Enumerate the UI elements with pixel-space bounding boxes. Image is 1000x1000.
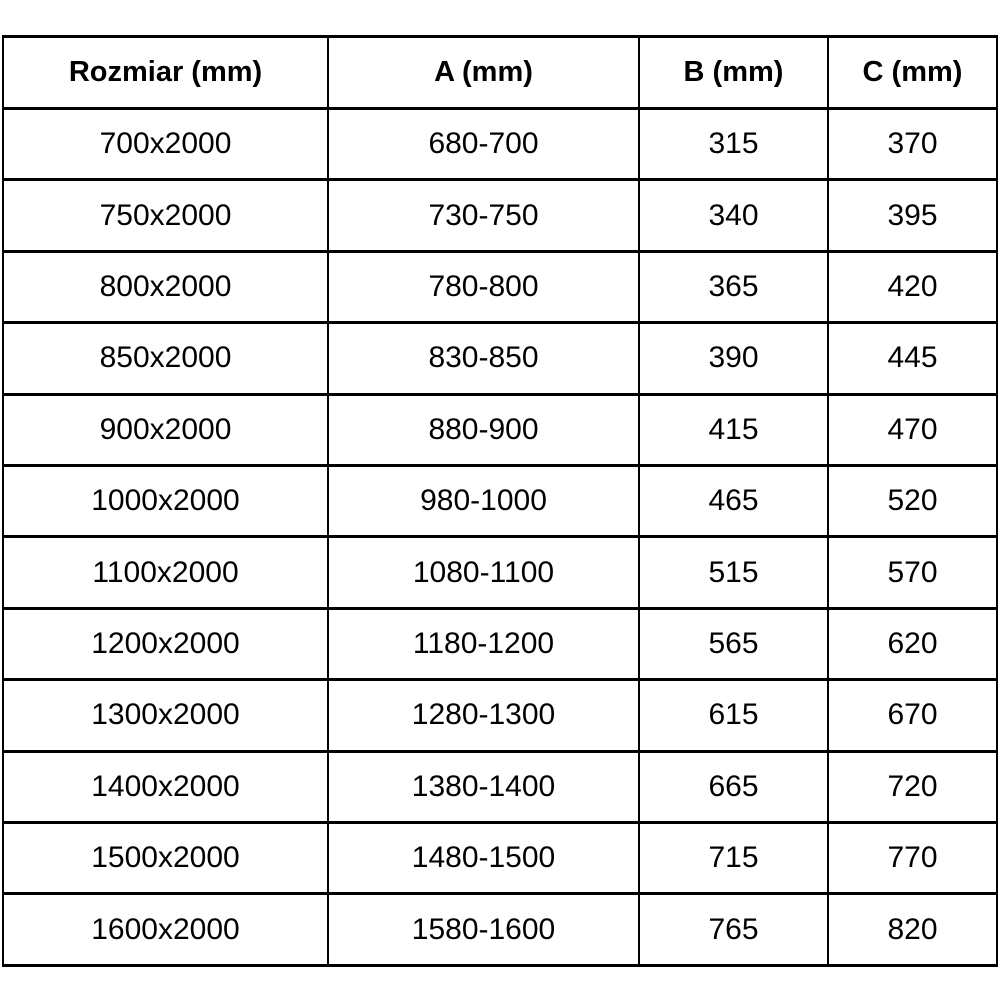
table-cell: 1180-1200 (328, 608, 639, 679)
table-row (3, 608, 997, 679)
table-cell: 780-800 (328, 251, 639, 322)
table-cell: 395 (828, 180, 997, 251)
table-row (3, 394, 997, 465)
table-cell: 465 (639, 466, 828, 537)
table-cell: 340 (639, 180, 828, 251)
header-row (3, 37, 997, 109)
table-cell: 880-900 (328, 394, 639, 465)
table-cell: 750x2000 (3, 180, 328, 251)
table-row (3, 537, 997, 608)
table-cell: 1200x2000 (3, 608, 328, 679)
table-cell: 520 (828, 466, 997, 537)
table-cell: 1600x2000 (3, 894, 328, 966)
table-cell: 1280-1300 (328, 680, 639, 751)
column-header-a: A (mm) (328, 37, 639, 109)
table-row (3, 180, 997, 251)
table-row (3, 109, 997, 180)
table-cell: 470 (828, 394, 997, 465)
table-cell: 615 (639, 680, 828, 751)
table-cell: 370 (828, 109, 997, 180)
table-cell: 680-700 (328, 109, 639, 180)
table-cell: 390 (639, 323, 828, 394)
table-cell: 830-850 (328, 323, 639, 394)
table-cell: 1300x2000 (3, 680, 328, 751)
table-row (3, 894, 997, 966)
table-cell: 1380-1400 (328, 751, 639, 822)
table-row (3, 466, 997, 537)
table-row (3, 323, 997, 394)
column-header-rozmiar: Rozmiar (mm) (3, 37, 328, 109)
table-cell: 445 (828, 323, 997, 394)
size-table-container (2, 35, 996, 967)
table-cell: 730-750 (328, 180, 639, 251)
table-cell: 765 (639, 894, 828, 966)
table-cell: 800x2000 (3, 251, 328, 322)
table-cell: 1400x2000 (3, 751, 328, 822)
table-cell: 570 (828, 537, 997, 608)
table-row (3, 751, 997, 822)
table-cell: 720 (828, 751, 997, 822)
column-header-c: C (mm) (828, 37, 997, 109)
table-cell: 1000x2000 (3, 466, 328, 537)
table-cell: 670 (828, 680, 997, 751)
table-cell: 1480-1500 (328, 823, 639, 894)
table-cell: 565 (639, 608, 828, 679)
table-cell: 620 (828, 608, 997, 679)
table-cell: 665 (639, 751, 828, 822)
table-cell: 980-1000 (328, 466, 639, 537)
size-table (2, 35, 998, 967)
table-cell: 1580-1600 (328, 894, 639, 966)
table-cell: 820 (828, 894, 997, 966)
table-cell: 900x2000 (3, 394, 328, 465)
table-cell: 365 (639, 251, 828, 322)
table-row (3, 251, 997, 322)
table-header (3, 37, 997, 109)
table-cell: 415 (639, 394, 828, 465)
table-cell: 420 (828, 251, 997, 322)
table-cell: 700x2000 (3, 109, 328, 180)
table-cell: 850x2000 (3, 323, 328, 394)
table-cell: 715 (639, 823, 828, 894)
table-row (3, 823, 997, 894)
table-cell: 1500x2000 (3, 823, 328, 894)
table-body (3, 109, 997, 966)
table-cell: 515 (639, 537, 828, 608)
table-cell: 1080-1100 (328, 537, 639, 608)
table-row (3, 680, 997, 751)
column-header-b: B (mm) (639, 37, 828, 109)
table-cell: 1100x2000 (3, 537, 328, 608)
table-cell: 315 (639, 109, 828, 180)
table-cell: 770 (828, 823, 997, 894)
